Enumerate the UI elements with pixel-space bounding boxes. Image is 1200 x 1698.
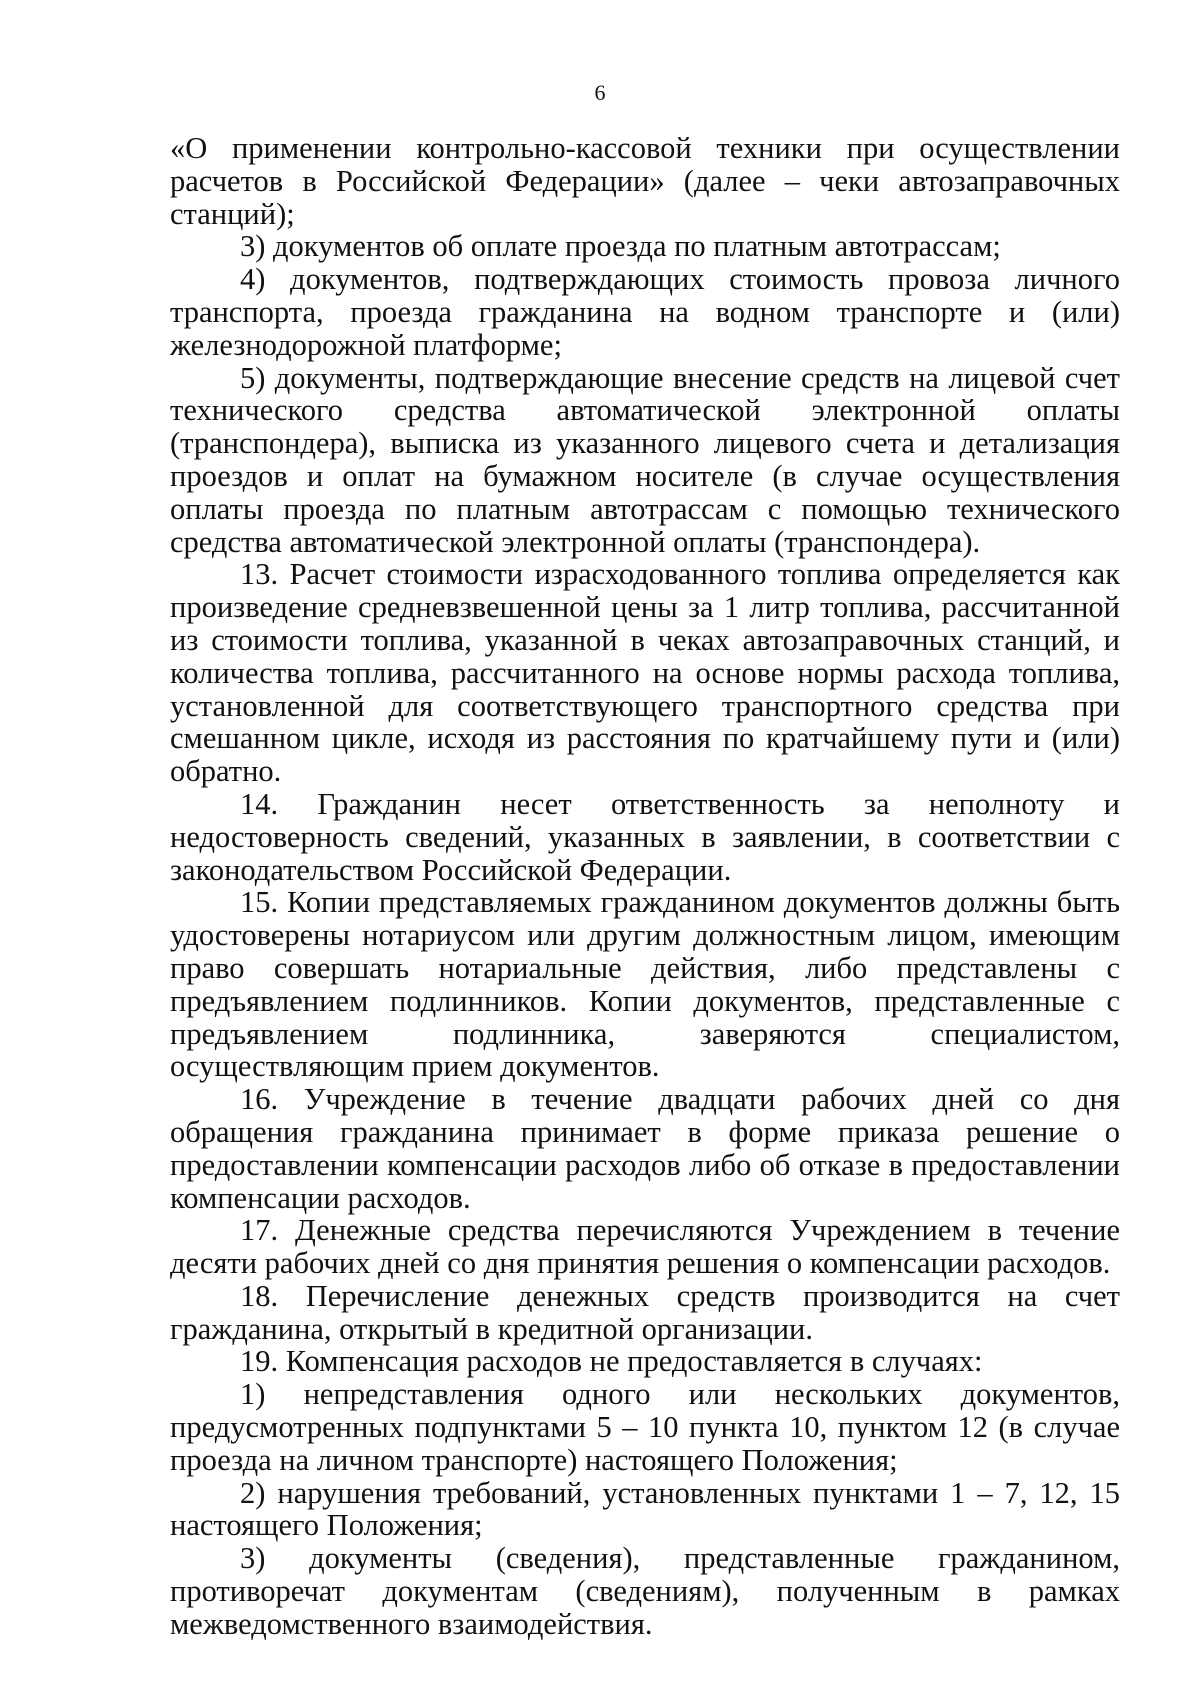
paragraph-13-fuel-cost: 13. Расчет стоимости израсходованного топлива определяется как произведение средневзвешенной цены за 1 литр топлива, рассчитанной из стоимости топлива, указанной в чеках автозаправочных станций, и количества топлива, рассчитанного на основе нормы расхода топлива, установленной для соответствующего транспортного средства при смешанном цикле, исходя из расстояния по кратчайшему пути и (или) обратно.	[170, 557, 1120, 789]
paragraph-19-case-2: 2) нарушения требований, установленных пунктами 1 – 7, 12, 15 настоящего Положения;	[170, 1475, 1120, 1543]
paragraph-intro-continuation: «О применении контрольно-кассовой техники при осуществлении расчетов в Российской Федерации» (далее – чеки автозаправочных станций);	[170, 131, 1120, 231]
paragraph-19-refusal-cases: 19. Компенсация расходов не предоставляется в случаях:	[240, 1344, 983, 1379]
paragraph-item-5-transponder: 5) документы, подтверждающие внесение средств на лицевой счет технического средства автоматической электронной оплаты (транспондера), выписка из указанного лицевого счета и детализация проездов и оплат на бумажном носителе (в случае осуществления оплаты проезда по платным автотрассам с помощью технического средства автоматической электронной оплаты (транспондера).	[170, 360, 1120, 559]
paragraph-17-transfer: 17. Денежные средства перечисляются Учреждением в течение десяти рабочих дней со дня принятия решения о компенсации расходов.	[170, 1213, 1120, 1281]
paragraph-item-4-transport-docs: 4) документов, подтверждающих стоимость провоза личного транспорта, проезда гражданина на водном транспорте и (или) железнодорожной платформе;	[170, 262, 1120, 362]
paragraph-14-responsibility: 14. Гражданин несет ответственность за неполноту и недостоверность сведений, указанных в заявлении, в соответствии с законодательством Российской Федерации.	[170, 786, 1120, 887]
paragraph-15-copies: 15. Копии представляемых гражданином документов должны быть удостоверены нотариусом или другим должностным лицом, имеющим право совершать нотариальные действия, либо представлены с предъявлением подлинников. Копии документов, представленные с предъявлением подлинника, заверяются специалистом, осуществляющим прием документов.	[170, 885, 1120, 1084]
document-body	[170, 132, 1120, 1641]
paragraph-item-3-toll-roads: 3) документов об оплате проезда по платным автотрассам;	[240, 229, 1001, 264]
paragraph-18-account: 18. Перечисление денежных средств производится на счет гражданина, открытый в кредитной организации.	[170, 1278, 1120, 1346]
paragraph-19-case-1: 1) непредставления одного или нескольких документов, предусмотренных подпунктами 5 – 10 пункта 10, пунктом 12 (в случае проезда на личном транспорте) настоящего Положения;	[170, 1377, 1120, 1477]
paragraph-16-decision: 16. Учреждение в течение двадцати рабочих дней со дня обращения гражданина принимает в форме приказа решение о предоставлении компенсации расходов либо об отказе в предоставлении компенсации расходов.	[170, 1082, 1120, 1215]
paragraph-19-case-3: 3) документы (сведения), представленные гражданином, противоречат документам (сведениям), полученным в рамках межведомственного взаимодействия.	[170, 1541, 1120, 1641]
page-number: 6	[594, 80, 606, 105]
